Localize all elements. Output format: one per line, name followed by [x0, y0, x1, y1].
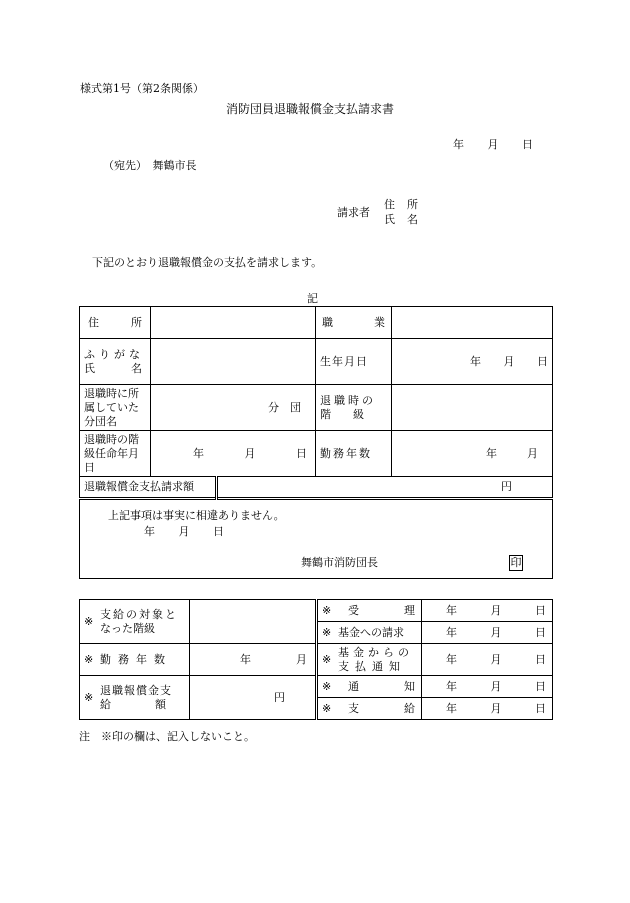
benefit-target-rank-label: ※ 支給の対象と なった階級	[80, 600, 190, 644]
unit-value[interactable]: 分 団	[151, 385, 316, 431]
appointment-date-value[interactable]: 年 月 日	[151, 431, 316, 477]
row-unit-rank	[80, 385, 553, 431]
name-label: ふりがな 氏 名	[80, 339, 151, 385]
birthdate-label: 生年月日	[316, 339, 392, 385]
payment-label: ※ 支 給	[318, 698, 422, 720]
occupation-value[interactable]	[392, 307, 553, 339]
office-service-years-label: ※ 勤務年数	[80, 644, 190, 676]
main-form-table	[79, 306, 553, 579]
benefit-target-rank-value[interactable]	[190, 600, 316, 644]
rank-label: 退職時の 階 級	[316, 385, 392, 431]
footnote: 注 ※印の欄は、記入しないこと。	[79, 730, 255, 743]
form-number: 様式第1号（第2条関係）	[80, 82, 204, 95]
rank-value[interactable]	[392, 385, 553, 431]
claimant-label: 請求者	[337, 206, 370, 219]
benefit-amount-value[interactable]: 円	[190, 676, 316, 720]
fire-chief-title: 舞鶴市消防団長	[301, 556, 378, 569]
claimant-name-label: 氏 名	[384, 213, 418, 226]
certification-box	[80, 499, 553, 579]
row-claim-amount	[80, 477, 553, 499]
certification-date: 年 月 日	[144, 525, 224, 538]
fund-notice-label: ※ 基金からの 支払通知	[318, 644, 422, 676]
row-appointment-service	[80, 431, 553, 477]
row-address-occupation	[80, 307, 553, 339]
fund-notice-date[interactable]: 年 月 日	[422, 644, 553, 676]
claim-amount-label: 退職報償金支払請求額	[80, 477, 217, 499]
benefit-amount-label: ※ 退職報償金支 給 額	[80, 676, 190, 720]
claim-amount-value[interactable]: 円	[217, 477, 553, 499]
name-value[interactable]	[151, 339, 316, 385]
birthdate-value[interactable]: 年 月 日	[392, 339, 553, 385]
notice-date[interactable]: 年 月 日	[422, 676, 553, 698]
addressee: （宛先） 舞鶴市長	[103, 159, 197, 172]
payment-date[interactable]: 年 月 日	[422, 698, 553, 720]
unit-label: 退職時に所 属していた 分団名	[80, 385, 151, 431]
seal-mark: 印	[510, 556, 522, 569]
form-title: 消防団員退職報償金支払請求書	[226, 102, 395, 116]
submission-date: 年 月 日	[453, 138, 533, 151]
notice-label: ※ 通 知	[318, 676, 422, 698]
claimant-address-label: 住 所	[384, 198, 418, 211]
appointment-label: 退職時の階 級任命年月 日	[80, 431, 151, 477]
office-use-table	[79, 599, 553, 720]
address-label: 住 所	[80, 307, 151, 339]
intro-text: 下記のとおり退職報償金の支払を請求します。	[92, 256, 323, 269]
occupation-label: 職 業	[316, 307, 392, 339]
fund-request-date[interactable]: 年 月 日	[422, 622, 553, 644]
service-years-label: 勤務年数	[316, 431, 392, 477]
receipt-label: ※ 受 理	[318, 600, 422, 622]
office-service-years-value[interactable]: 年 月	[190, 644, 316, 676]
service-years-value[interactable]: 年 月	[392, 431, 553, 477]
certification-text: 上記事項は事実に相違ありません。	[108, 509, 285, 522]
row-name-birthdate	[80, 339, 553, 385]
ki-heading: 記	[307, 292, 318, 305]
address-value[interactable]	[151, 307, 316, 339]
fund-request-label: ※ 基金への請求	[318, 622, 422, 644]
row-certification	[80, 499, 553, 579]
receipt-date[interactable]: 年 月 日	[422, 600, 553, 622]
